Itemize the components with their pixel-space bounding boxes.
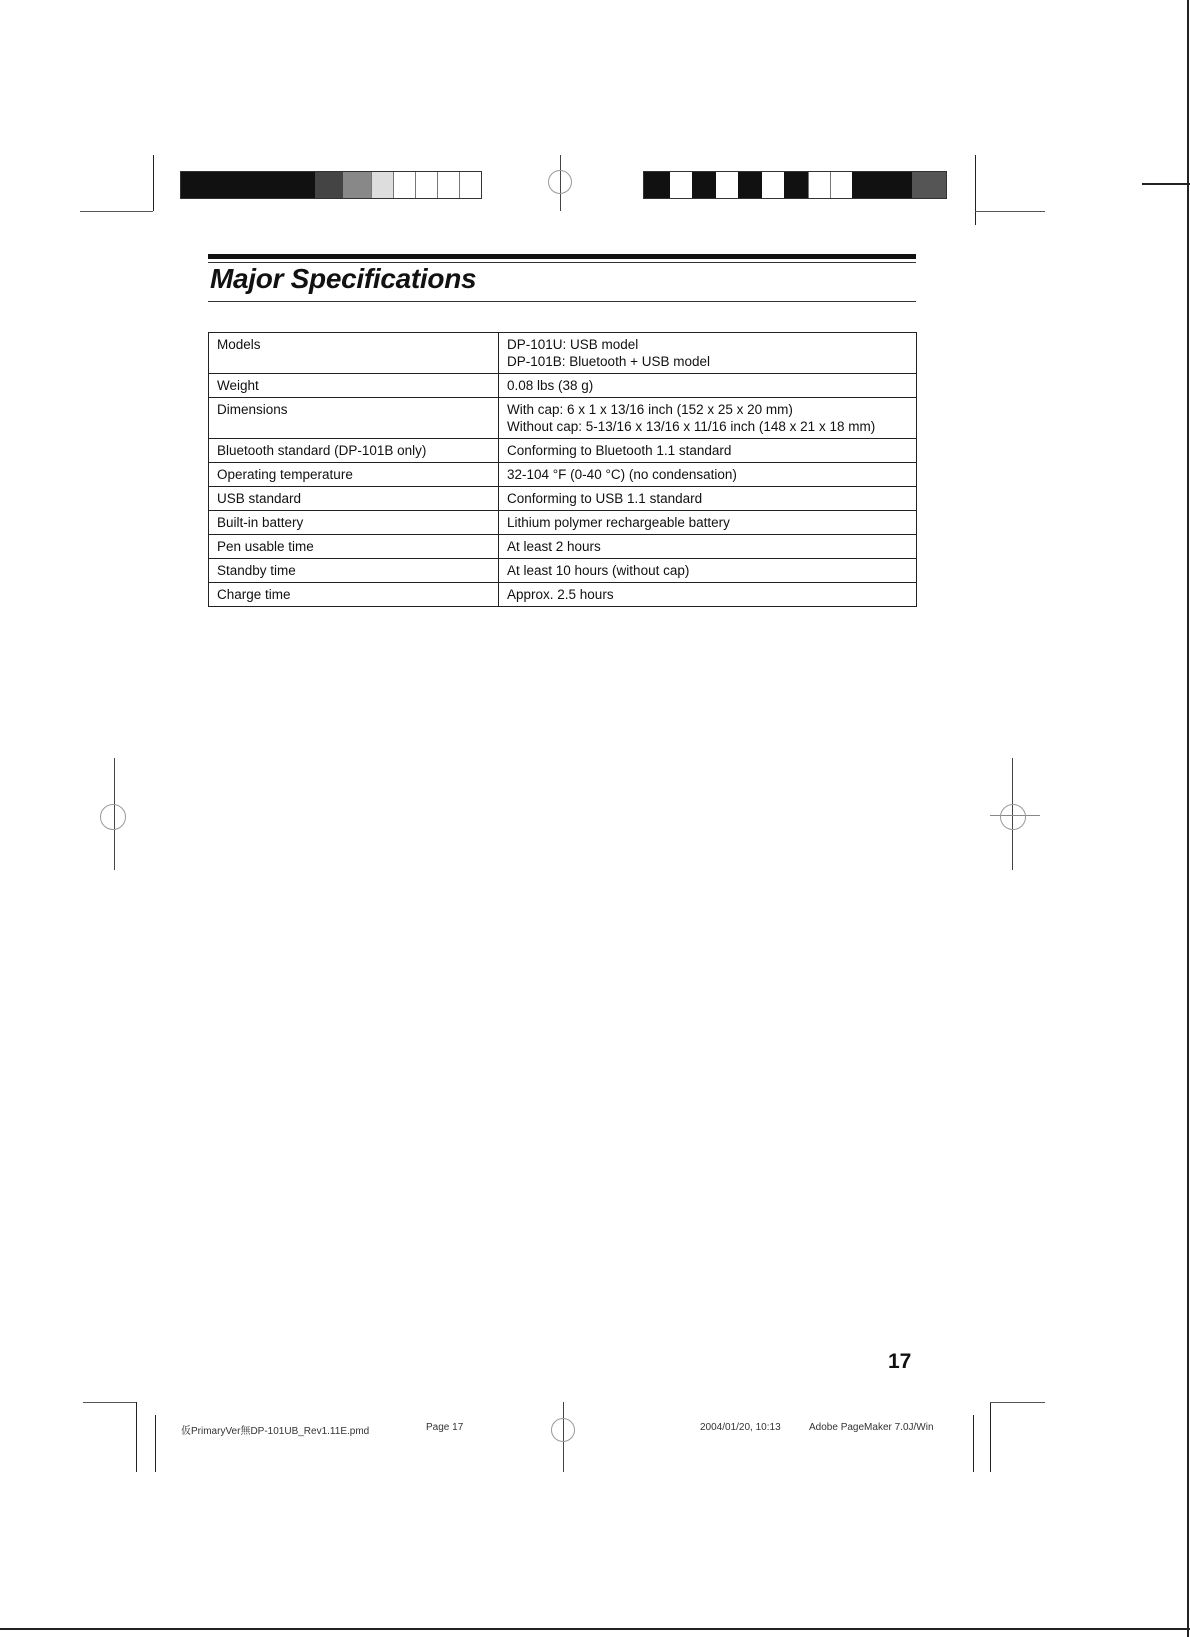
table-row xyxy=(209,333,917,374)
spec-value xyxy=(499,535,917,559)
footer-timestamp: 2004/01/20, 10:13 xyxy=(700,1422,781,1433)
table-row xyxy=(209,535,917,559)
spec-value-line: Approx. 2.5 hours xyxy=(507,587,614,602)
spec-value xyxy=(499,398,917,439)
crop-mark xyxy=(975,211,1045,212)
table-row xyxy=(209,398,917,439)
table-row xyxy=(209,583,917,607)
spec-value-line: Lithium polymer rechargeable battery xyxy=(507,515,730,530)
crop-mark xyxy=(136,1402,137,1472)
spec-value-line: 32-104 °F (0-40 °C) (no condensation) xyxy=(507,467,737,482)
specifications-table xyxy=(208,332,917,607)
spec-label: Models xyxy=(209,333,499,374)
registration-bar-right xyxy=(643,171,947,199)
spec-label: Standby time xyxy=(209,559,499,583)
spec-value-line: Without cap: 5-13/16 x 13/16 x 11/16 inch (148 x 21 x 18 mm) xyxy=(507,419,876,434)
spec-value xyxy=(499,583,917,607)
spec-label: Built-in battery xyxy=(209,511,499,535)
table-row xyxy=(209,559,917,583)
spec-label: Dimensions xyxy=(209,398,499,439)
spec-value-line: With cap: 6 x 1 x 13/16 inch (152 x 25 x 20 mm) xyxy=(507,402,793,417)
spec-value xyxy=(499,374,917,398)
spec-label: Weight xyxy=(209,374,499,398)
table-row xyxy=(209,439,917,463)
crop-mark xyxy=(973,1415,974,1472)
spec-value-line: DP-101U: USB model xyxy=(507,337,639,352)
spec-label: Bluetooth standard (DP-101B only) xyxy=(209,439,499,463)
spec-value-line: 0.08 lbs (38 g) xyxy=(507,378,594,393)
footer-page: Page 17 xyxy=(426,1422,464,1433)
spec-value xyxy=(499,511,917,535)
heading-rule-thick xyxy=(208,254,916,259)
spec-value xyxy=(499,559,917,583)
page-title: Major Specifications xyxy=(210,263,477,294)
spec-value xyxy=(499,463,917,487)
table-row xyxy=(209,487,917,511)
spec-value-line: Conforming to Bluetooth 1.1 standard xyxy=(507,443,732,458)
registration-bar-left xyxy=(180,171,482,199)
crop-mark xyxy=(83,1402,136,1403)
page-number: 17 xyxy=(888,1350,912,1373)
footer-application: Adobe PageMaker 7.0J/Win xyxy=(809,1422,934,1433)
crop-mark xyxy=(153,155,154,211)
spec-value-line: At least 10 hours (without cap) xyxy=(507,563,690,578)
spec-label: Pen usable time xyxy=(209,535,499,559)
spec-value xyxy=(499,439,917,463)
spec-value xyxy=(499,487,917,511)
page-edge-line xyxy=(1187,0,1189,1637)
crop-mark xyxy=(990,1402,991,1472)
crop-mark xyxy=(990,1402,1045,1403)
registration-crosshair xyxy=(545,155,575,211)
spec-label: USB standard xyxy=(209,487,499,511)
crop-mark xyxy=(975,155,976,225)
crop-mark xyxy=(80,211,153,212)
registration-crosshair-left xyxy=(96,758,136,870)
spec-value-line: DP-101B: Bluetooth + USB model xyxy=(507,354,710,369)
table-row xyxy=(209,511,917,535)
heading-underline xyxy=(208,301,916,302)
crop-mark xyxy=(155,1415,156,1472)
registration-crosshair-bottom xyxy=(548,1402,578,1472)
spec-label: Charge time xyxy=(209,583,499,607)
spec-value xyxy=(499,333,917,374)
crop-mark xyxy=(1142,183,1190,185)
footer-filename: 仮PrimaryVer無DP-101UB_Rev1.11E.pmd xyxy=(181,1426,370,1437)
spec-label: Operating temperature xyxy=(209,463,499,487)
table-row xyxy=(209,463,917,487)
spec-value-line: Conforming to USB 1.1 standard xyxy=(507,491,703,506)
page-edge-line xyxy=(0,1628,1190,1630)
table-row xyxy=(209,374,917,398)
registration-crosshair-right xyxy=(990,758,1040,870)
spec-value-line: At least 2 hours xyxy=(507,539,601,554)
